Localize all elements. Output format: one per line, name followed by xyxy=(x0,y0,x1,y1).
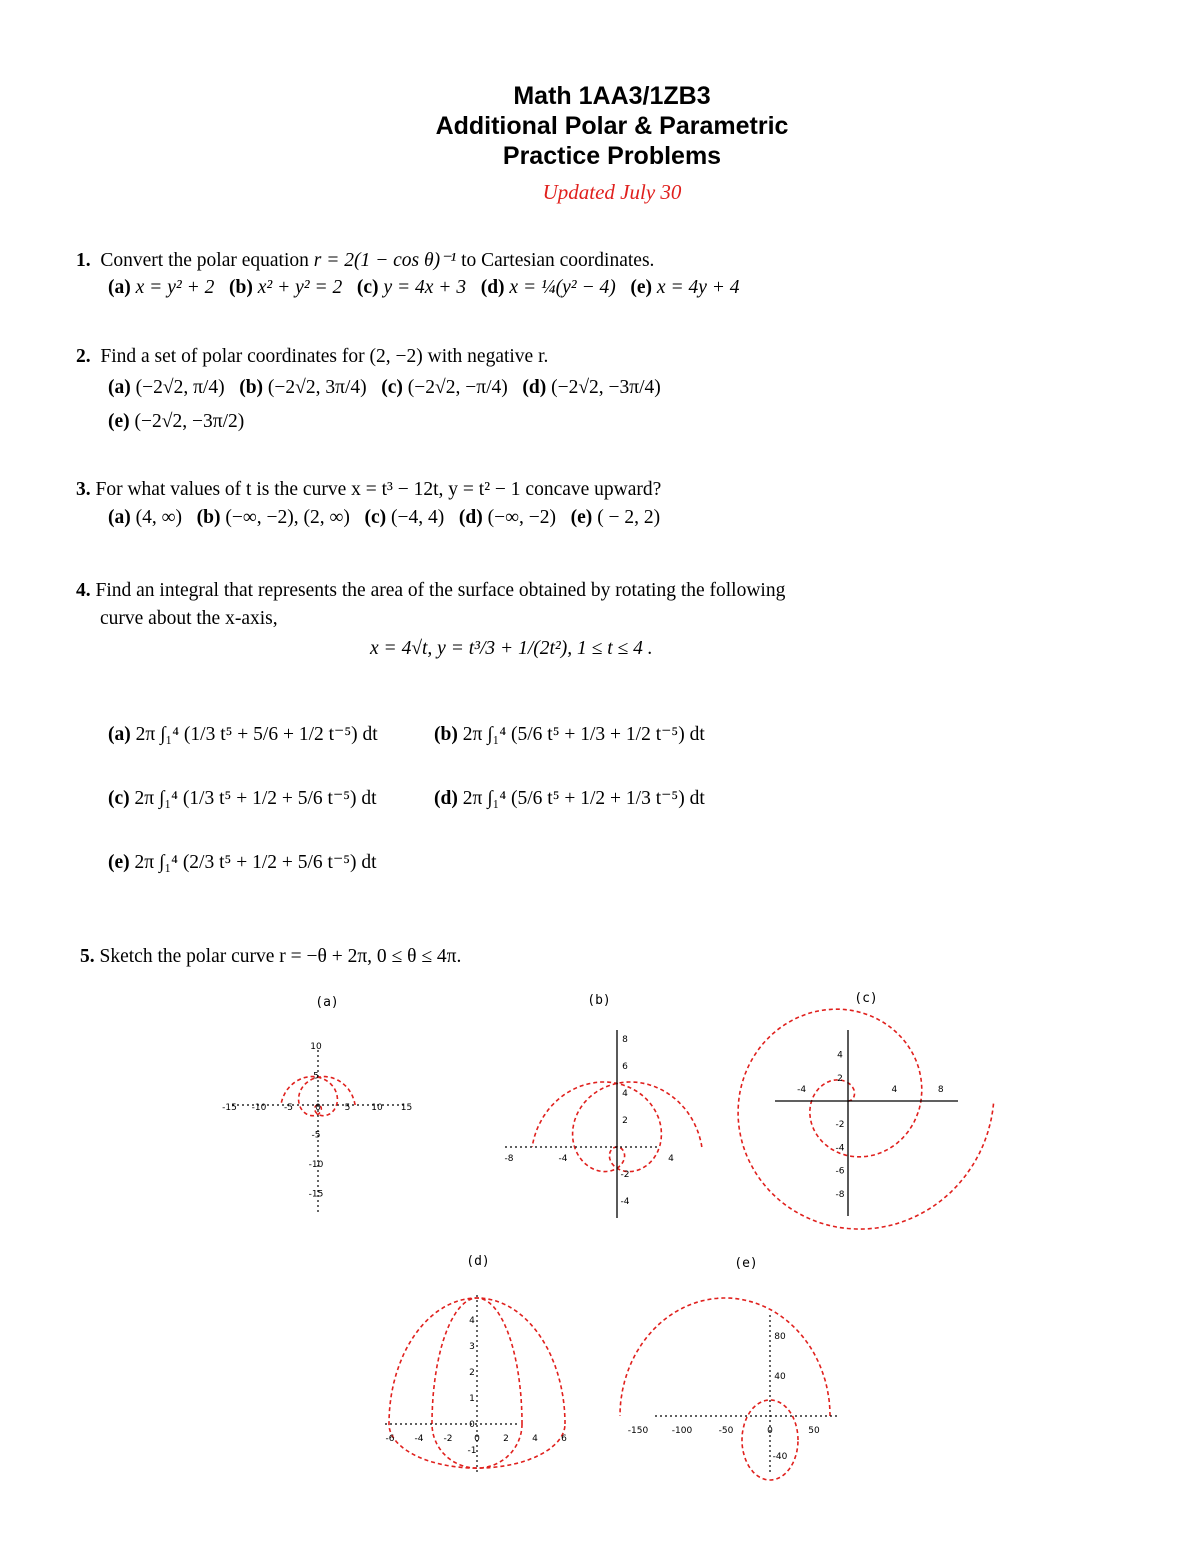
tick-a-x: 5 xyxy=(344,1103,351,1113)
choice-a: (4, ∞) xyxy=(135,507,183,528)
choice-c-text: 2π ∫₁⁴ (1/3 t⁵ + 1/2 + 5/6 t⁻⁵) dt xyxy=(134,788,377,809)
tick-a-x: 0 xyxy=(315,1103,321,1113)
tick-a-x: -5 xyxy=(284,1103,293,1113)
polar-equation: r = 2(1 − cos θ)⁻¹ xyxy=(313,250,457,271)
problem-2-choices-2: (e) (−2√2, −3π/2) xyxy=(108,411,245,432)
curve-c xyxy=(738,1009,994,1229)
tick-c-x: 4 xyxy=(891,1085,898,1095)
tick-d-y: -1 xyxy=(467,1446,477,1456)
choice-e-text: 2π ∫₁⁴ (2/3 t⁵ + 1/2 + 5/6 t⁻⁵) dt xyxy=(134,852,377,873)
tick-a-x: -10 xyxy=(251,1103,267,1113)
tick-d-x: -4 xyxy=(414,1434,424,1444)
choice-c: y = 4x + 3 xyxy=(383,277,467,298)
plot-label-e: (e) xyxy=(734,1256,758,1271)
tick-d-x: 0 xyxy=(474,1434,480,1444)
tick-e-x: 50 xyxy=(808,1426,820,1436)
choice-d-text: 2π ∫₁⁴ (5/6 t⁵ + 1/2 + 1/3 t⁻⁵) dt xyxy=(462,788,705,809)
tick-a-y: -10 xyxy=(308,1160,324,1170)
problem-4-line2: curve about the x-axis, xyxy=(100,608,278,629)
choice-b-text: 2π ∫₁⁴ (5/6 t⁵ + 1/3 + 1/2 t⁻⁵) dt xyxy=(462,724,705,745)
page-subtitle: Practice Problems xyxy=(502,142,722,170)
tick-d-x: -6 xyxy=(385,1434,395,1444)
problem-number: 2. xyxy=(76,346,91,367)
tick-d-y: 0 xyxy=(469,1420,475,1430)
problem-3-choices: (a) (4, ∞) (b) (−∞, −2), (2, ∞) (c) (−4, 4) (d) (−∞, −2) (e) ( − 2, 2) xyxy=(108,507,661,528)
tick-d-y: 2 xyxy=(469,1368,475,1378)
choice-b: (b) 2π ∫₁⁴ (5/6 t⁵ + 1/3 + 1/2 t⁻⁵) dt xyxy=(434,724,705,745)
curve-b-outer xyxy=(573,1082,702,1172)
choice-c: (c) 2π ∫₁⁴ (1/3 t⁵ + 1/2 + 5/6 t⁻⁵) dt xyxy=(108,788,377,809)
tick-b-y: -2 xyxy=(620,1170,630,1180)
tick-c-x: 8 xyxy=(937,1085,944,1095)
tick-a-y: -15 xyxy=(308,1189,324,1200)
plot-label-b: (b) xyxy=(587,993,611,1008)
problem-1-choices: (a) x = y² + 2 (b) x² + y² = 2 (c) y = 4x + 3 (d) x = ¼(y² − 4) (e) x = 4y + 4 xyxy=(108,277,740,298)
tick-b-y: 8 xyxy=(622,1035,628,1045)
choice-a: x = y² + 2 xyxy=(135,277,215,298)
tick-b-y: 2 xyxy=(622,1116,628,1126)
choice-b: (−2√2, 3π/4) xyxy=(267,377,367,398)
problem-number: 1. xyxy=(76,250,91,271)
tick-e-x: -100 xyxy=(671,1426,693,1436)
course-title: Math 1AA3/1ZB3 xyxy=(513,82,711,110)
choice-a: (−2√2, π/4) xyxy=(135,377,225,398)
choice-a-text: 2π ∫₁⁴ (1/3 t⁵ + 5/6 + 1/2 t⁻⁵) dt xyxy=(135,724,378,745)
plot-label-d: (d) xyxy=(466,1254,490,1269)
tick-a-y: 10 xyxy=(310,1042,322,1052)
tick-a-x: -15 xyxy=(222,1103,237,1113)
tick-b-x: -8 xyxy=(504,1154,514,1164)
curve-b-inner xyxy=(532,1082,661,1172)
problem-text: Convert the polar equation xyxy=(100,250,309,271)
choice-b: (−∞, −2), (2, ∞) xyxy=(225,507,350,528)
page-title: Additional Polar & Parametric xyxy=(435,112,789,140)
tick-b-y: 4 xyxy=(622,1089,628,1099)
tick-b-y: -4 xyxy=(620,1197,630,1207)
tick-a-y: -5 xyxy=(311,1130,321,1141)
tick-d-x: -2 xyxy=(443,1434,453,1444)
tick-a-x: 10 xyxy=(371,1103,383,1113)
tick-a-x: 15 xyxy=(400,1103,413,1113)
problem-text: to Cartesian coordinates. xyxy=(461,250,655,271)
choice-e: (−2√2, −3π/2) xyxy=(134,411,245,432)
problem-text: Find a set of polar coordinates for (2, −2) with negative r. xyxy=(100,346,549,367)
tick-c-y: 2 xyxy=(837,1073,843,1084)
problem-number: 4. xyxy=(76,580,91,601)
updated-note: Updated July 30 xyxy=(542,180,682,204)
choice-e: ( − 2, 2) xyxy=(597,507,661,528)
tick-d-y: 1 xyxy=(469,1394,475,1404)
plot-label-c: (c) xyxy=(854,991,878,1006)
tick-b-x: -4 xyxy=(558,1154,568,1164)
choice-d: (d) 2π ∫₁⁴ (5/6 t⁵ + 1/2 + 1/3 t⁻⁵) dt xyxy=(434,788,705,809)
problem-number: 3. xyxy=(76,479,91,500)
problem-text: Find an integral that represents the area of the surface obtained by rotating the following xyxy=(95,580,786,601)
tick-c-y: -4 xyxy=(835,1143,845,1154)
choice-e: x = 4y + 4 xyxy=(656,277,740,298)
choice-d: x = ¼(y² − 4) xyxy=(509,277,616,298)
choice-d: (−2√2, −3π/4) xyxy=(551,377,661,398)
tick-e-x: -150 xyxy=(627,1426,649,1436)
tick-c-y: -2 xyxy=(835,1120,845,1131)
tick-a-y: 5 xyxy=(313,1071,319,1082)
tick-d-y: 3 xyxy=(469,1342,475,1352)
tick-e-y: 80 xyxy=(774,1332,786,1342)
tick-e-y: 40 xyxy=(774,1372,786,1382)
tick-d-y: 4 xyxy=(469,1316,475,1326)
choice-c: (−4, 4) xyxy=(391,507,445,528)
choice-c: (−2√2, −π/4) xyxy=(407,377,508,398)
problem-number: 5. xyxy=(80,946,95,967)
problem-text: Sketch the polar curve r = −θ + 2π, 0 ≤ θ ≤ 4π. xyxy=(99,946,462,967)
choice-e: (e) 2π ∫₁⁴ (2/3 t⁵ + 1/2 + 5/6 t⁻⁵) dt xyxy=(108,852,377,873)
curve-e-outer xyxy=(620,1298,830,1416)
tick-d-x: 6 xyxy=(561,1434,567,1444)
tick-b-y: 6 xyxy=(622,1062,628,1072)
tick-b-x: 4 xyxy=(668,1154,674,1164)
plot-label-a: (a) xyxy=(315,995,339,1010)
tick-e-x: -50 xyxy=(718,1426,734,1436)
problem-2-choices: (a) (−2√2, π/4) (b) (−2√2, 3π/4) (c) (−2√2, −π/4) (d) (−2√2, −3π/4) xyxy=(108,377,661,398)
tick-c-x: -4 xyxy=(797,1085,807,1095)
choice-b: x² + y² = 2 xyxy=(257,277,343,298)
tick-c-y: -6 xyxy=(835,1166,845,1177)
tick-c-y: 4 xyxy=(837,1050,843,1061)
tick-e-x: 0 xyxy=(767,1426,773,1436)
problem-text: For what values of t is the curve x = t³ − 12t, y = t² − 1 concave upward? xyxy=(95,479,662,500)
choice-d: (−∞, −2) xyxy=(487,507,557,528)
tick-d-x: 2 xyxy=(503,1434,509,1444)
tick-d-x: 4 xyxy=(532,1434,538,1444)
tick-e-y: -40 xyxy=(772,1452,788,1462)
parametric-equations: x = 4√t, y = t³/3 + 1/(2t²), 1 ≤ t ≤ 4 . xyxy=(370,638,653,659)
tick-c-y: -8 xyxy=(835,1189,845,1200)
choice-a: (a) 2π ∫₁⁴ (1/3 t⁵ + 5/6 + 1/2 t⁻⁵) dt xyxy=(108,724,378,745)
